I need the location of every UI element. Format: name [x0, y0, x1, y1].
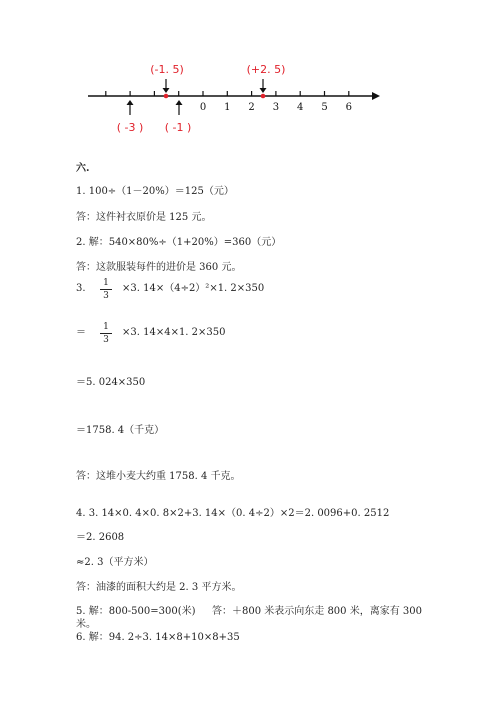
problem-1-line: 1. 100÷（1－20%）＝125（元） [76, 186, 234, 197]
problem-3-number: 3. [76, 283, 86, 294]
number-line-diagram [0, 0, 500, 150]
answer-3: 答：这堆小麦大约重 1758. 4 千克。 [76, 471, 241, 482]
arrow-neg-1-head [176, 100, 183, 105]
fraction-numerator: 1 [103, 322, 109, 332]
number-line-arrowhead [372, 92, 380, 100]
problem-5-line: 5. 解：800-500=300(米) [76, 606, 196, 617]
label-neg-1-5: (-1. 5) [150, 63, 184, 76]
tick-label: 3 [272, 102, 280, 113]
answer-4: 答：油漆的面积大约是 2. 3 平方米。 [76, 582, 242, 593]
fraction-denominator: 3 [103, 291, 109, 301]
problem-4-line-3: ≈2. 3（平方米） [76, 557, 154, 568]
answer-5-line-2: 米。 [76, 619, 96, 630]
problem-3-line-1: ×3. 14×（4÷2）²×1. 2×350 [122, 283, 265, 294]
tick-label: 2 [248, 102, 255, 113]
fraction-numerator: 1 [103, 278, 109, 288]
tick-label: 6 [345, 102, 352, 113]
problem-6-line: 6. 解：94. 2÷3. 14×8+10×8+35 [76, 632, 240, 643]
problem-4-line-1: 4. 3. 14×0. 4×0. 8×2+3. 14×（0. 4÷2）×2＝2. 0096+0. 2512 [76, 508, 390, 519]
problem-2-line: 2. 解：540×80%÷（1+20%）=360（元） [76, 237, 282, 248]
label-neg-1: ( -1 ) [164, 121, 192, 134]
label-pos-2-5: (+2. 5) [246, 63, 286, 76]
fraction-denominator: 3 [103, 335, 109, 345]
tick-label: 1 [224, 102, 231, 113]
problem-3-line-4: ＝1758. 4（千克） [76, 425, 165, 436]
arrow-neg-1-5-head [163, 88, 170, 93]
arrow-neg-3-head [127, 100, 134, 105]
fraction-one-third [100, 278, 112, 301]
label-neg-3: ( -3 ) [116, 121, 144, 134]
answer-1: 答：这件衬衣原价是 125 元。 [76, 212, 212, 223]
point-neg-1-5 [164, 94, 169, 99]
point-pos-2-5 [261, 94, 266, 99]
answer-5-line-1: 答：＋800 米表示向东走 800 米，离家有 300 [212, 606, 422, 617]
problem-4-line-2: ＝2. 2608 [76, 532, 125, 543]
equals-sign: ＝ [76, 327, 86, 338]
tick-label: 0 [199, 102, 207, 113]
tick-label: 5 [321, 102, 328, 113]
answer-2: 答：这款服装每件的进价是 360 元。 [76, 262, 242, 273]
section-heading: 六. [76, 163, 90, 174]
tick-label: 4 [297, 102, 304, 113]
problem-3-line-3: ＝5. 024×350 [76, 377, 146, 388]
arrow-pos-2-5-head [260, 88, 267, 93]
problem-3-line-2: ×3. 14×4×1. 2×350 [122, 327, 226, 338]
fraction-one-third-2 [100, 322, 112, 345]
